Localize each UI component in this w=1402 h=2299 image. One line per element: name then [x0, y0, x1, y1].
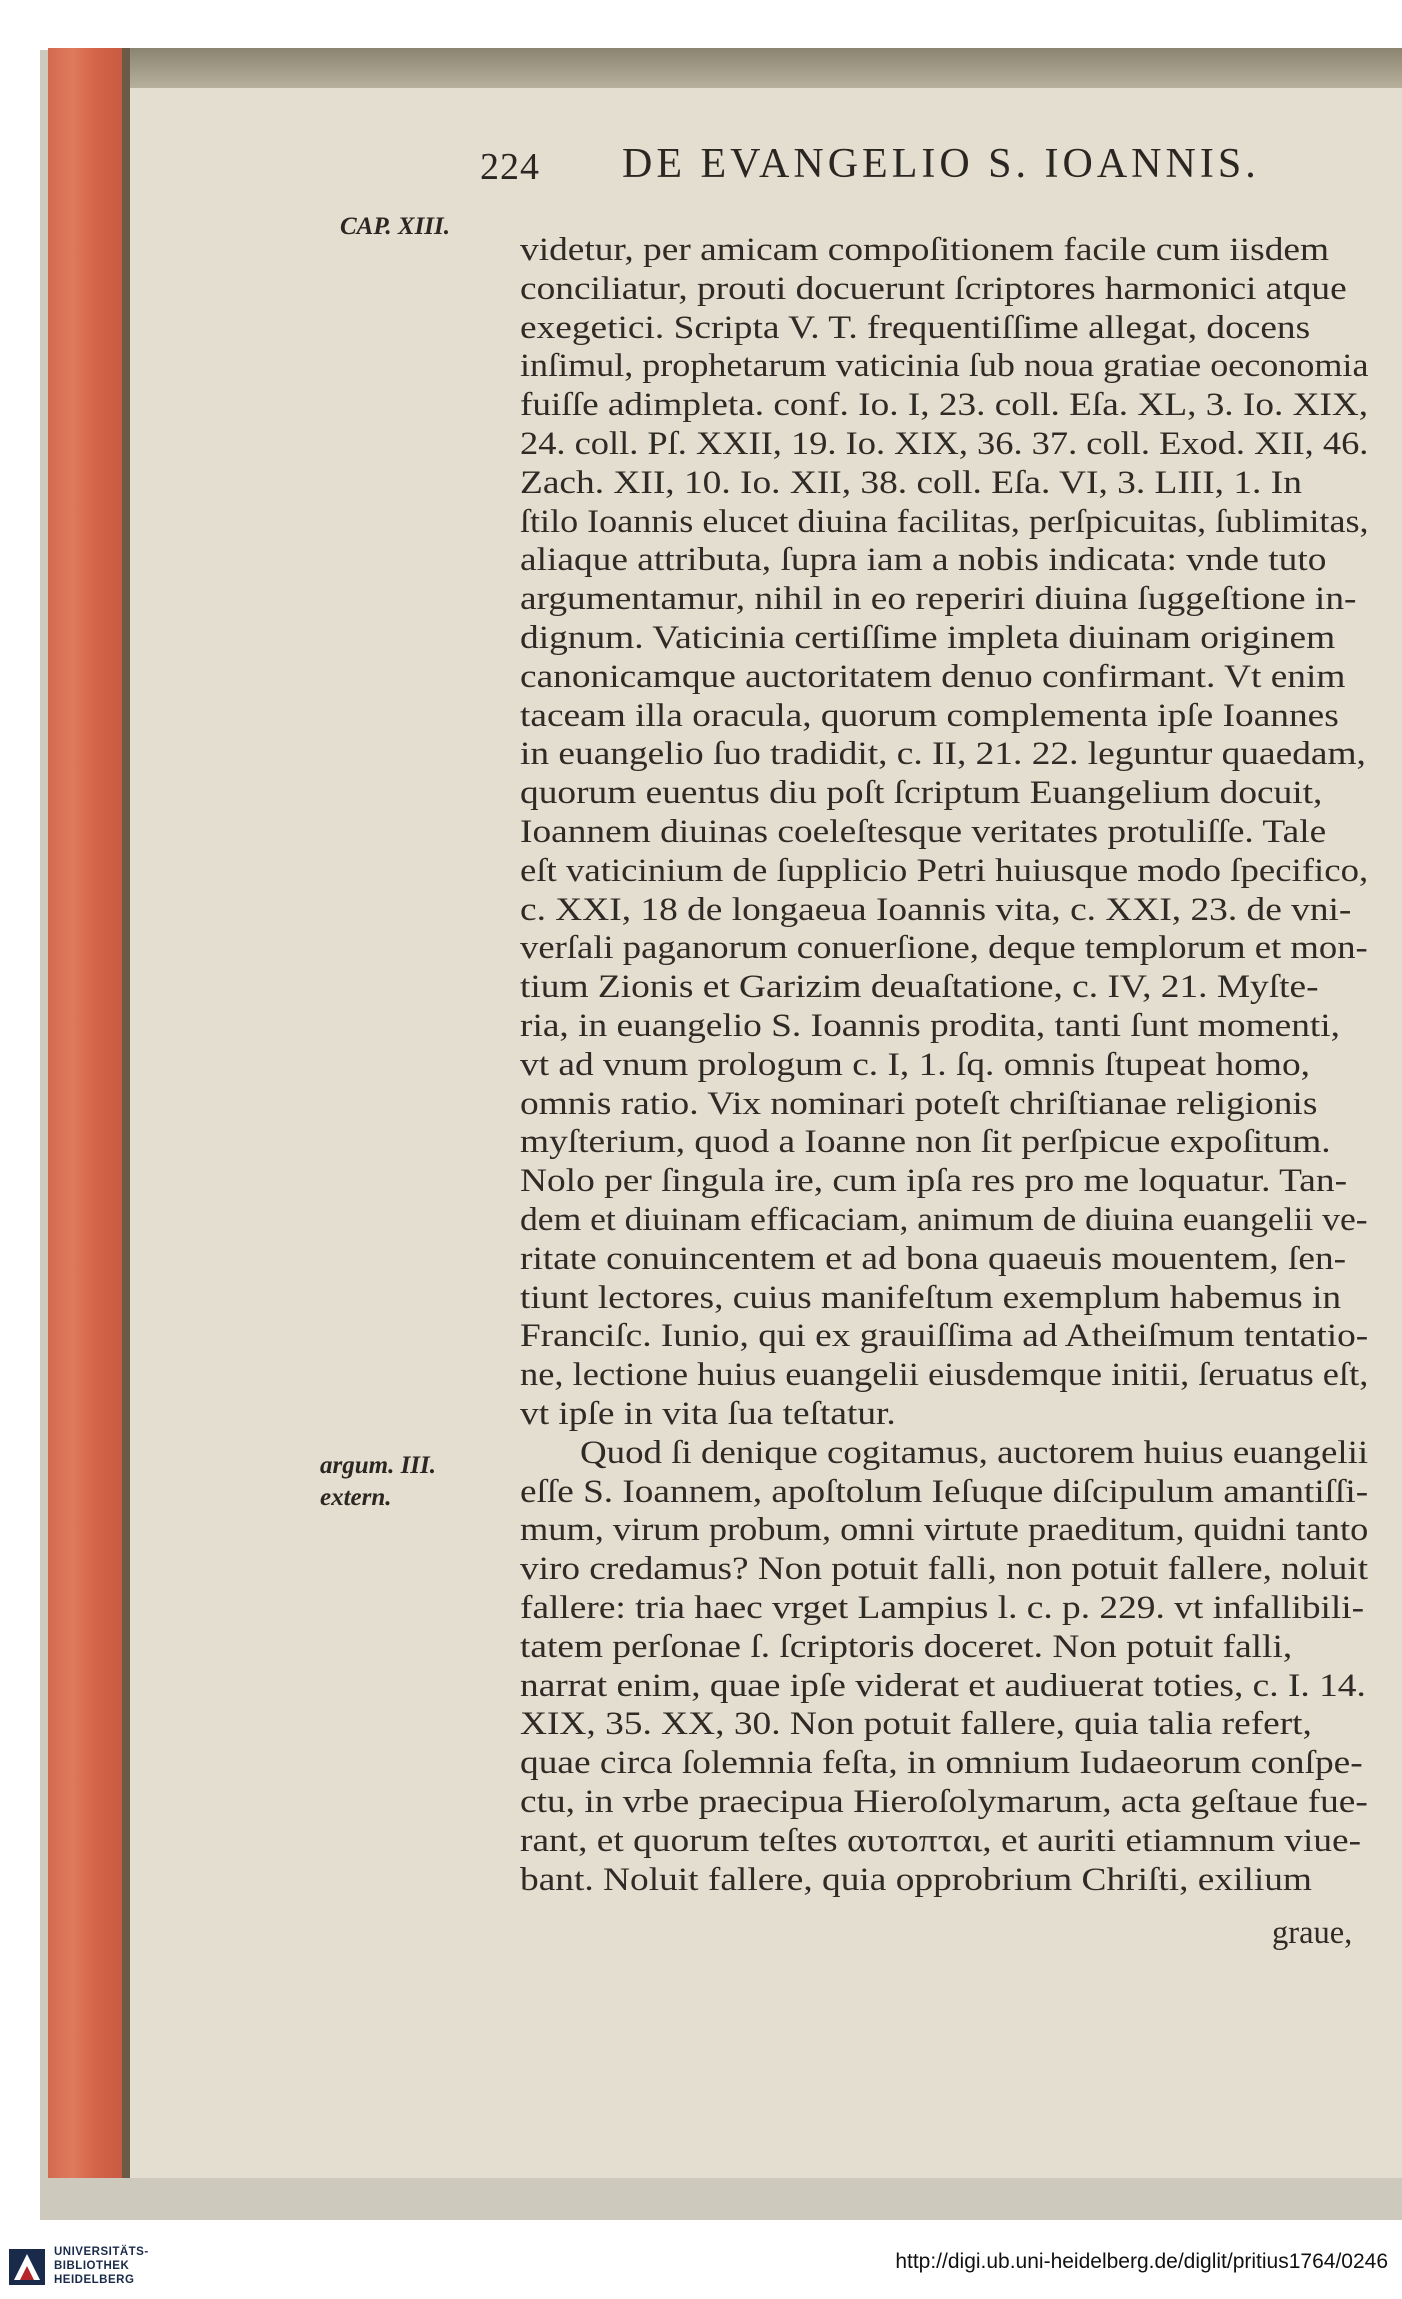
text-line: aliaque attributa, ſupra iam a nobis indicata: vnde tuto — [520, 542, 1327, 579]
text-line: tiunt lectores, cuius manifeſtum exemplum habemus in — [520, 1279, 1342, 1316]
text-line: videtur, per amicam compoſitionem facile cum iisdem — [520, 232, 1330, 268]
text-line: omnis ratio. Vix nominari poteſt chriſtianae religionis — [520, 1085, 1318, 1122]
running-head: DE EVANGELIO S. IOANNIS. — [622, 141, 1260, 187]
text-line: XIX, 35. XX, 30. Non potuit fallere, quia talia refert, — [520, 1706, 1312, 1743]
text-line: eſt vaticinium de ſupplicio Petri huiusque modo ſpecifico, — [520, 852, 1369, 889]
text-line: conciliatur, prouti docuerunt ſcriptores harmonici atque — [520, 270, 1347, 307]
text-line: quae circa ſolemnia feſta, in omnium Iudaeorum conſpe- — [520, 1745, 1363, 1782]
text-line: tium Zionis et Garizim deuaſtatione, c. IV, 21. Myſte- — [520, 969, 1319, 1006]
text-line: mum, virum probum, omni virtute praeditum, quidni tanto — [520, 1512, 1369, 1549]
text-line: myſterium, quod a Ioanne non ſit perſpicue expoſitum. — [520, 1124, 1331, 1161]
text-line: viro credamus? Non potuit falli, non potuit fallere, noluit — [520, 1551, 1369, 1588]
text-line: eſſe S. Ioannem, apoſtolum Ieſuque diſcipulum amantiſſi- — [520, 1473, 1369, 1510]
logo-line-3: HEIDELBERG — [54, 2274, 135, 2286]
page-number: 224 — [480, 146, 540, 188]
text-line: Quod ſi denique cogitamus, auctorem huius euangelii — [580, 1434, 1369, 1471]
text-line: fallere: tria haec vrget Lampius l. c. p. 229. vt infallibili- — [520, 1590, 1365, 1626]
margin-note-chapter: CAP. XIII. — [340, 213, 451, 240]
library-logo[interactable] — [8, 2242, 178, 2292]
text-line: taceam illa oracula, quorum complementa ipſe Ioannes — [520, 697, 1339, 734]
text-line: 24. coll. Pſ. XXII, 19. Io. XIX, 36. 37. coll. Exod. XII, 46. — [520, 426, 1369, 462]
logo-line-1: UNIVERSITÄTS- — [54, 2246, 149, 2258]
text-line: bant. Noluit fallere, quia opprobrium Chriſti, exilium — [520, 1861, 1313, 1898]
text-line: rant, et quorum teſtes αυτοπται, et auriti etiamnum viue- — [520, 1822, 1362, 1859]
text-line: Franciſc. Iunio, qui ex grauiſſima ad Atheiſmum tentatio- — [520, 1318, 1369, 1355]
margin-note-argument-line1: argum. III. — [320, 1452, 437, 1479]
text-line: canonicamque auctoritatem denuo confirmant. Vt enim — [520, 658, 1346, 695]
text-line: Nolo per ſingula ire, cum ipſa res pro me loquatur. Tan- — [520, 1163, 1348, 1200]
text-line: exegetici. Scripta V. T. frequentiſſime allegat, docens — [520, 309, 1311, 346]
text-line: Ioannem diuinas coeleſtesque veritates protuliſſe. Tale — [520, 814, 1327, 850]
margin-note-argument — [320, 1450, 436, 1514]
text-line: c. XXI, 18 de longaeua Ioannis vita, c. XXI, 23. de vni- — [520, 891, 1352, 928]
text-line: vt ipſe in vita ſua teſtatur. — [520, 1396, 896, 1432]
library-seal-icon — [8, 2248, 46, 2286]
footer-url-link[interactable]: http://digi.ub.uni-heidelberg.de/diglit/pritius1764/0246 — [895, 2250, 1388, 2273]
logo-line-2: BIBLIOTHEK — [54, 2260, 130, 2272]
text-line: dem et diuinam efficaciam, animum de diuina euangelii ve- — [520, 1202, 1368, 1238]
text-line: in euangelio ſuo tradidit, c. II, 21. 22. leguntur quaedam, — [520, 736, 1366, 773]
book-top-edge — [48, 48, 1402, 88]
text-line: inſimul, prophetarum vaticinia ſub noua gratiae oeconomia — [520, 348, 1369, 385]
catchword: graue, — [1272, 1915, 1353, 1951]
red-page-edges — [48, 48, 128, 2178]
text-line: quorum euentus diu poſt ſcriptum Euangelium docuit, — [520, 775, 1323, 812]
text-line: vt ad vnum prologum c. I, 1. ſq. omnis ſtupeat homo, — [520, 1046, 1310, 1083]
text-line: ritate conuincentem et ad bona quaeuis mouentem, ſen- — [520, 1240, 1347, 1277]
text-line: dignum. Vaticinia certiſſime impleta diuinam originem — [520, 620, 1336, 656]
text-line: ria, in euangelio S. Ioannis prodita, tanti ſunt momenti, — [520, 1008, 1341, 1044]
text-line: Zach. XII, 10. Io. XII, 38. coll. Eſa. VI, 3. LIII, 1. In — [520, 464, 1302, 501]
text-line: argumentamur, nihil in eo reperiri diuina ſuggeſtione in- — [520, 581, 1357, 618]
text-line: verſali paganorum conuerſione, deque templorum et mon- — [520, 930, 1368, 967]
text-line: ne, lectione huius euangelii eiusdemque initii, ſeruatus eſt, — [520, 1357, 1369, 1394]
book-spine-shadow — [122, 48, 130, 2178]
text-line: tatem perſonae ſ. ſcriptoris doceret. Non potuit falli, — [520, 1628, 1293, 1665]
text-line: ſtilo Ioannis elucet diuina facilitas, perſpicuitas, ſublimitas, — [520, 503, 1369, 540]
text-line: fuiſſe adimpleta. conf. Io. I, 23. coll. Eſa. XL, 3. Io. XIX, — [520, 387, 1369, 424]
margin-note-argument-line2: extern. — [320, 1484, 392, 1511]
text-line: narrat enim, quae ipſe viderat et audiuerat toties, c. I. 14. — [520, 1667, 1366, 1704]
footer-bar — [0, 2230, 1402, 2299]
text-line: ctu, in vrbe praecipua Hieroſolymarum, acta geſtaue fue- — [520, 1784, 1368, 1820]
